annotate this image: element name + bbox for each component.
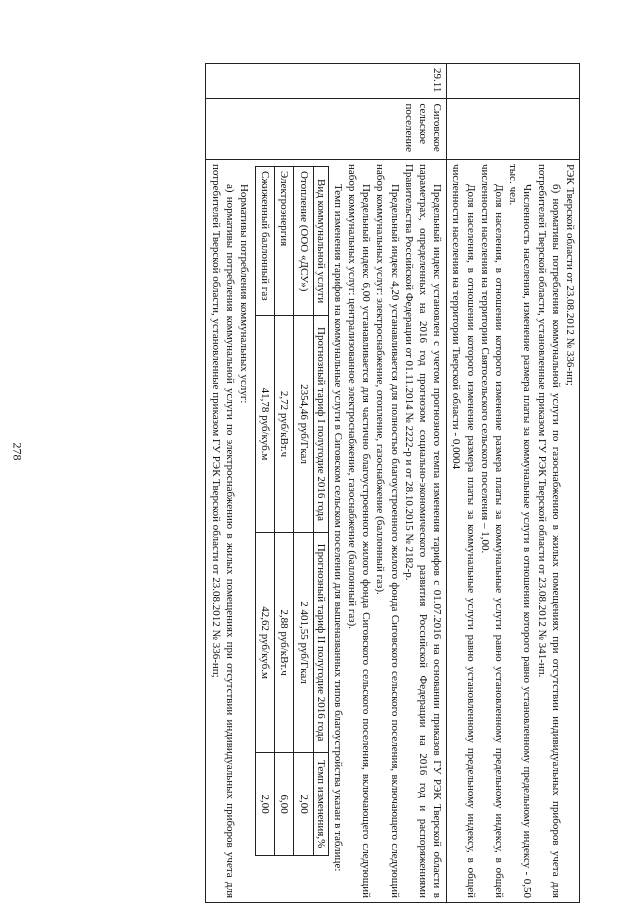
tariff-h2: 2 401,55 руб/Гкал bbox=[294, 532, 313, 753]
cell-continued-text bbox=[447, 159, 580, 902]
service-name: Электроэнергия bbox=[275, 166, 294, 315]
paragraph: РЭК Тверской области от 23.08.2012 № 336-нп; bbox=[564, 163, 576, 386]
paragraph: Предельный индекс 4,20 устанавливается для полностью благоустроенного жилого фонда Сиговского сельского поселения, включающего следующий набор коммунальных услуг: электроснабжение, отопление, газоснабжение (баллонный газ). bbox=[374, 163, 401, 898]
header-cell: Прогнозный тариф I полугодие 2016 года bbox=[313, 316, 328, 533]
change-rate: 2,00 bbox=[294, 753, 313, 856]
header-cell: Прогнозный тариф II полугодие 2016 года bbox=[313, 532, 328, 753]
paragraph: а) нормативы потребления коммунальной услуги по электроснабжению в жилых помещениях при отсутствии индивидуальных приборов учета для потребителей Тверской области, установленные приказом ГУ РЭК Тверской области от 23.08.2012 № 336-нп; bbox=[209, 163, 236, 898]
tariff-h2: 42,62 руб/куб.м bbox=[255, 532, 274, 753]
paragraph: Темп изменения тарифов на коммунальные услуги в Сиговском сельском поселении для вышеназванных типов благоустройства указан в таблице: bbox=[331, 183, 344, 872]
paragraph: Предельный индекс установлен с учетом прогнозного темпа изменения тарифов с 01.07.2016 на основании приказов ГУ РЭК Тверской области в параметрах, определенных на 2016 год прогнозом социально-экономического развития Российской Федерации на 2016 год и распоряжениями Правительства Российской Федерации от 01.11.2014 № 2222-р и от 28.10.2015 № 2182-р. bbox=[402, 163, 444, 898]
header-cell: Темп изменения,% bbox=[313, 753, 328, 856]
tariff-h1: 2,72 руб/кВт.ч bbox=[275, 316, 294, 533]
settlement-name: Сиговское сельское поселение bbox=[206, 99, 447, 160]
change-rate: 2,00 bbox=[255, 753, 274, 856]
sub-table-row bbox=[255, 166, 274, 855]
sub-table-row bbox=[294, 166, 313, 855]
table-row-continued bbox=[447, 64, 580, 903]
tariff-h1: 41,78 руб/куб.м bbox=[255, 316, 274, 533]
row-description bbox=[206, 159, 447, 902]
service-name: Отопление (ООО «ДСУ») bbox=[294, 166, 313, 315]
paragraph: Нормативы потребления коммунальных услуг: bbox=[237, 183, 250, 404]
sub-table-header bbox=[313, 166, 328, 855]
page-number: 278 bbox=[10, 442, 25, 461]
tariff-h1: 2354,46 руб/Гкал bbox=[294, 316, 313, 533]
document-sheet bbox=[65, 63, 580, 903]
paragraph: Численность населения, изменение размера платы за коммунальные услуги в отношении которого равно установленному предельному индексу - 0,50 тыс. чел. bbox=[507, 163, 534, 898]
tariff-change-table bbox=[255, 166, 329, 856]
paragraph: б) нормативы потребления коммунальной услуги по газоснабжению в жилых помещениях при отсутствии индивидуальных приборов учета для потребителей Тверской области, установленные приказом ГУ РЭК Тверской области от 23.08.2012 № 341-нп. bbox=[535, 163, 562, 898]
header-cell: Вид коммунальной услуги bbox=[313, 166, 328, 315]
table-row-sigovskoe bbox=[206, 64, 447, 903]
tariff-h2: 2,88 руб/кВт.ч bbox=[275, 532, 294, 753]
paragraph: Доля населения, в отношении которого изменение размера платы за коммунальные услуги равно установленному предельному индексу, в общей численности населения на территории Тверской области - 0,0004 bbox=[450, 163, 477, 898]
tariff-table bbox=[205, 63, 580, 903]
row-number: 29.11 bbox=[206, 64, 447, 99]
service-name: Сжиженный баллонный газ bbox=[255, 166, 274, 315]
paragraph: Предельный индекс 6,00 устанавливается для частично благоустроенного жилого фонда Сиговского сельского поселения, включающего следующий набор коммунальных услуг: централизованное электроснабжение, газоснабжение (баллонный газ). bbox=[345, 163, 373, 898]
change-rate: 6,00 bbox=[275, 753, 294, 856]
paragraph: Доля населения, в отношении которого изменение размера платы за коммунальные услуги равно установленному предельному индексу, в общей численности населения на территории Святосельского сельского поселения – 1,00. bbox=[478, 163, 505, 898]
cell-empty-name bbox=[447, 99, 580, 160]
sub-table-row bbox=[275, 166, 294, 855]
cell-empty-num bbox=[447, 64, 580, 99]
